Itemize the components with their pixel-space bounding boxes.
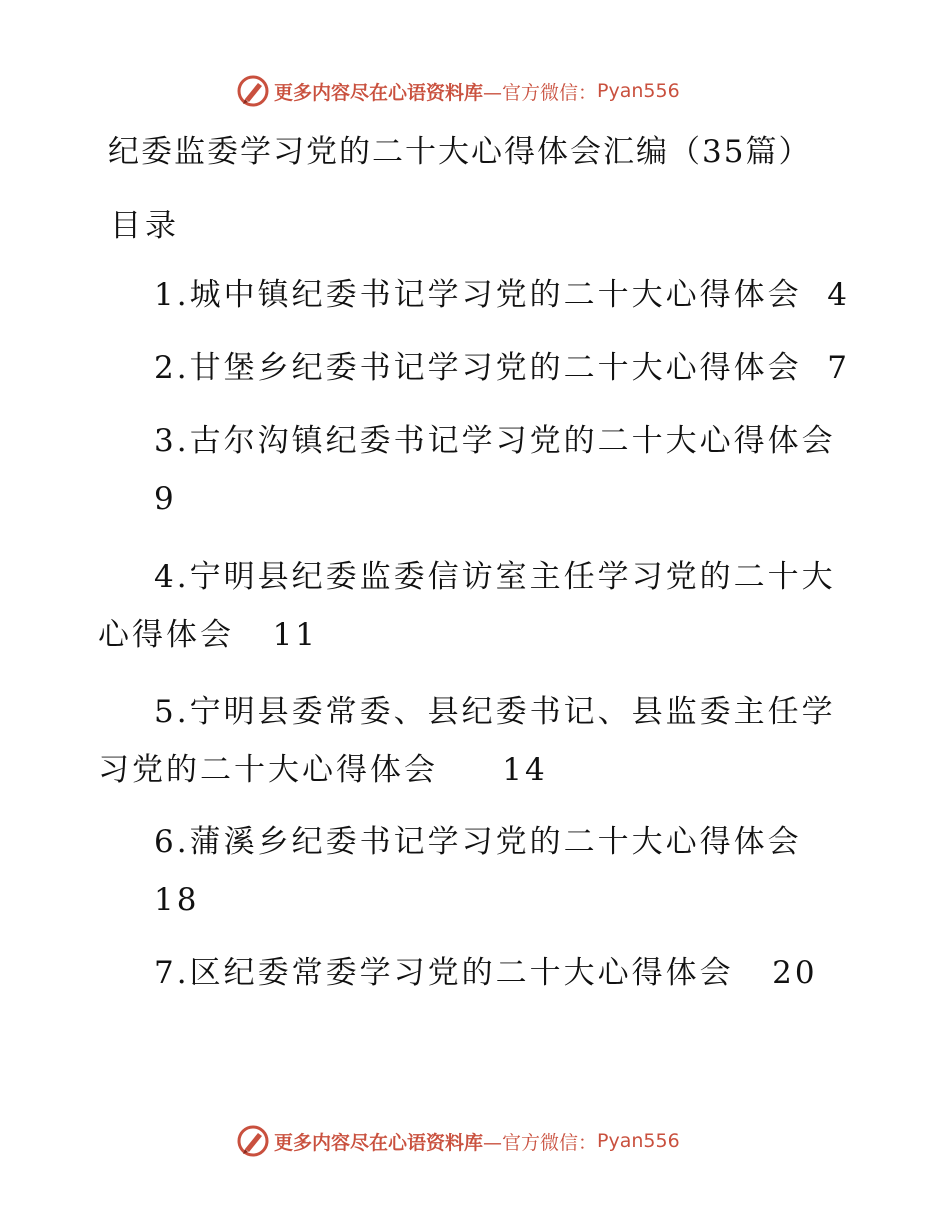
- pen-logo-icon: [236, 1124, 270, 1158]
- toc-entry-number: 6.: [154, 824, 190, 860]
- toc-entry-number: 7.: [154, 955, 190, 991]
- document-title: 纪委监委学习党的二十大心得体会汇编（35篇）: [108, 134, 812, 170]
- toc-entry-6[interactable]: [98, 813, 858, 929]
- toc-entry-1[interactable]: [98, 266, 858, 324]
- toc-entry-page: 4: [827, 277, 851, 313]
- toc-entry-text: 宁明县纪委监委信访室主任学习党的二十大心得体会: [98, 559, 836, 653]
- toc-entry-page: 20: [772, 955, 818, 991]
- banner-separator-text: —官方微信：: [483, 81, 598, 104]
- banner-account-text: Pyan556: [597, 80, 680, 102]
- toc-entry-page: 14: [502, 752, 548, 788]
- toc-entry-text: 区纪委常委学习党的二十大心得体会: [189, 955, 734, 991]
- toc-entry-number: 4.: [154, 559, 190, 595]
- banner-account-text: Pyan556: [597, 1130, 680, 1152]
- toc-heading: 目录: [110, 208, 180, 244]
- toc-entry-text: 蒲溪乡纪委书记学习党的二十大心得体会: [189, 824, 802, 860]
- banner-main-text: 更多内容尽在心语资料库: [274, 1131, 484, 1154]
- toc-entry-number: 2.: [154, 350, 190, 386]
- pen-logo-icon: [236, 74, 270, 108]
- toc-entry-text: 城中镇纪委书记学习党的二十大心得体会: [189, 277, 802, 313]
- toc-entry-number: 3.: [154, 423, 190, 459]
- toc-entry-2[interactable]: [98, 339, 858, 397]
- footer-banner: [236, 1123, 680, 1159]
- toc-entry-5[interactable]: [98, 683, 858, 799]
- toc-entry-page: 11: [272, 617, 319, 653]
- toc-entry-page: 9: [154, 481, 177, 517]
- toc-entry-text: 宁明县委常委、县纪委书记、县监委主任学习党的二十大心得体会: [98, 694, 836, 788]
- toc-entry-page: 18: [154, 882, 200, 918]
- toc-entry-4[interactable]: [98, 548, 858, 664]
- banner-main-text: 更多内容尽在心语资料库: [274, 81, 484, 104]
- toc-entry-text: 古尔沟镇纪委书记学习党的二十大心得体会: [189, 423, 836, 459]
- toc-entry-3[interactable]: [98, 412, 858, 528]
- header-banner: [236, 73, 680, 109]
- toc-entry-page: 7: [827, 350, 851, 386]
- toc-entry-text: 甘堡乡纪委书记学习党的二十大心得体会: [189, 350, 802, 386]
- toc-entry-number: 1.: [154, 277, 190, 313]
- toc-entry-7[interactable]: [98, 944, 858, 1002]
- banner-separator-text: —官方微信：: [483, 1131, 598, 1154]
- toc-entry-number: 5.: [154, 694, 190, 730]
